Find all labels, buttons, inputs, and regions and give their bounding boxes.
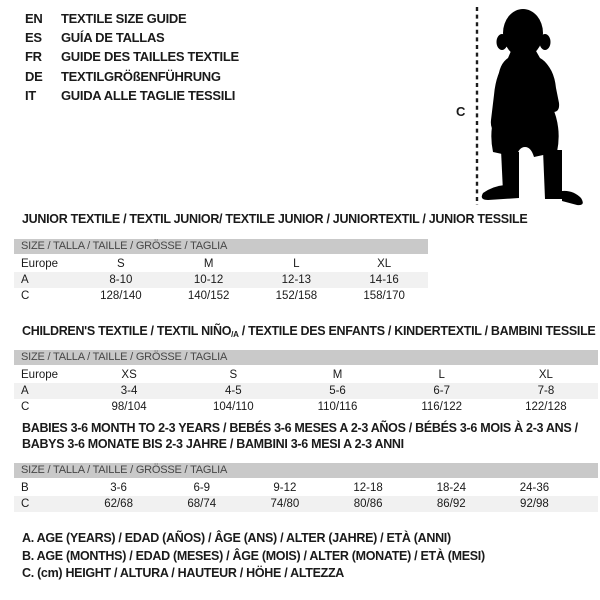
note-b: B. AGE (MONTHS) / EDAD (MESES) / ÂGE (MOIS) / ALTER (MONATE) / ETÀ (MESI)	[22, 548, 485, 563]
table-cell: 92/98	[520, 498, 549, 510]
baby-silhouette-illustration	[450, 0, 600, 210]
lang-row-es	[25, 28, 239, 47]
note-c: C. (cm) HEIGHT / ALTURA / HAUTEUR / HÖHE / ALTEZZA	[22, 566, 345, 580]
guide-title-fr: GUIDE DES TAILLES TEXTILE	[61, 49, 239, 65]
table-cell: 12-18	[353, 482, 383, 494]
lang-code: ES	[25, 30, 42, 46]
row-label: B	[21, 482, 29, 494]
table-cell: 10-12	[193, 274, 224, 286]
table-row	[14, 367, 598, 383]
size-header-bar: SIZE / TALLA / TAILLE / GRÖSSE / TAGLIA	[14, 239, 428, 254]
lang-row-it	[25, 86, 239, 105]
table-cell: 158/170	[363, 290, 405, 302]
table-row	[14, 288, 428, 304]
lang-row-de	[25, 67, 239, 86]
table-cell: 24-36	[519, 482, 550, 494]
table-cell: 62/68	[104, 498, 133, 510]
section-title-babies-line1: BABIES 3-6 MONTH TO 2-3 YEARS / BEBÉS 3-6 MESES A 2-3 AÑOS / BÉBÉS 3-6 MOIS À 2-3 ANS /	[22, 421, 578, 435]
table-cell: 8-10	[109, 274, 133, 286]
table-cell: 68/74	[187, 498, 217, 510]
table-cell: XL	[538, 369, 553, 381]
children-size-table	[14, 350, 598, 415]
lang-code: DE	[25, 68, 43, 84]
table-cell: 98/104	[111, 401, 147, 413]
table-row	[14, 383, 598, 399]
legend-notes	[22, 531, 485, 584]
table-cell: 128/140	[100, 290, 142, 302]
table-row	[14, 272, 428, 288]
table-cell: 9-12	[273, 482, 297, 494]
table-cell: 12-13	[281, 274, 312, 286]
table-cell: 7-8	[537, 385, 555, 397]
lang-code: EN	[25, 11, 43, 27]
table-cell: XS	[121, 369, 137, 381]
section-title-children-sub: /A	[231, 330, 239, 339]
babies-size-table	[14, 463, 598, 512]
section-title-children-post: / TEXTILE DES ENFANTS / KINDERTEXTIL / BAMBINI TESSILE	[238, 324, 596, 338]
table-cell: L	[438, 369, 445, 381]
table-cell: 14-16	[369, 274, 399, 286]
size-header-bar: SIZE / TALLA / TAILLE / GRÖSSE / TAGLIA	[14, 350, 598, 365]
section-title-children-pre: CHILDREN'S TEXTILE / TEXTIL NIÑO	[22, 324, 232, 338]
lang-code: IT	[25, 87, 36, 103]
table-cell: XL	[377, 258, 392, 270]
table-cell: M	[332, 369, 343, 381]
guide-title-de: TEXTILGRÖßENFÜHRUNG	[61, 68, 221, 84]
junior-size-table	[14, 239, 428, 304]
table-cell: 18-24	[436, 482, 466, 494]
table-cell: 6-9	[193, 482, 211, 494]
row-label: Europe	[21, 258, 59, 270]
section-title-children	[22, 324, 595, 339]
section-title-junior: JUNIOR TEXTILE / TEXTIL JUNIOR/ TEXTILE JUNIOR / JUNIORTEXTIL / JUNIOR TESSILE	[22, 212, 528, 226]
row-label: C	[21, 401, 30, 413]
row-label: C	[21, 290, 30, 302]
table-cell: 6-7	[433, 385, 451, 397]
table-cell: 104/110	[212, 401, 254, 413]
table-cell: 4-5	[224, 385, 242, 397]
table-cell: M	[203, 258, 214, 270]
baby-silhouette	[482, 9, 583, 205]
size-header-bar: SIZE / TALLA / TAILLE / GRÖSSE / TAGLIA	[14, 463, 598, 478]
language-title-list	[25, 9, 239, 105]
table-row	[14, 496, 598, 512]
size-table-body	[14, 256, 428, 304]
guide-title-it: GUIDA ALLE TAGLIE TESSILI	[61, 87, 236, 103]
section-title-babies-line2: BABYS 3-6 MONATE BIS 2-3 JAHRE / BAMBINI 3-6 MESI A 2-3 ANNI	[22, 436, 404, 451]
table-cell: 3-4	[120, 385, 138, 397]
note-a: A. AGE (YEARS) / EDAD (AÑOS) / ÂGE (ANS) / ALTER (JAHRE) / ETÀ (ANNI)	[22, 531, 451, 545]
table-cell: 152/158	[275, 290, 318, 302]
row-label: A	[21, 274, 29, 286]
table-cell: S	[117, 258, 125, 270]
table-cell: 5-6	[329, 385, 346, 397]
row-label: Europe	[21, 369, 59, 381]
height-label-c: C	[456, 104, 466, 119]
table-cell: L	[293, 258, 300, 270]
table-cell: 122/128	[525, 401, 567, 413]
lang-code: FR	[25, 49, 42, 65]
row-label: A	[21, 385, 29, 397]
table-cell: 86/92	[436, 498, 466, 510]
table-row	[14, 399, 598, 415]
table-cell: 110/116	[317, 401, 358, 413]
size-table-body	[14, 367, 598, 415]
table-row	[14, 480, 598, 496]
table-cell: 80/86	[353, 498, 383, 510]
table-cell: 140/152	[187, 290, 230, 302]
lang-row-en	[25, 9, 239, 28]
lang-row-fr	[25, 47, 239, 66]
table-cell: S	[229, 369, 238, 381]
table-row	[14, 256, 428, 272]
table-cell: 116/122	[421, 401, 463, 413]
table-cell: 3-6	[110, 482, 127, 494]
guide-title-en: TEXTILE SIZE GUIDE	[61, 11, 187, 27]
row-label: C	[21, 498, 30, 510]
guide-title-es: GUÍA DE TALLAS	[61, 30, 165, 46]
table-cell: 74/80	[270, 498, 300, 510]
size-table-body	[14, 480, 598, 512]
